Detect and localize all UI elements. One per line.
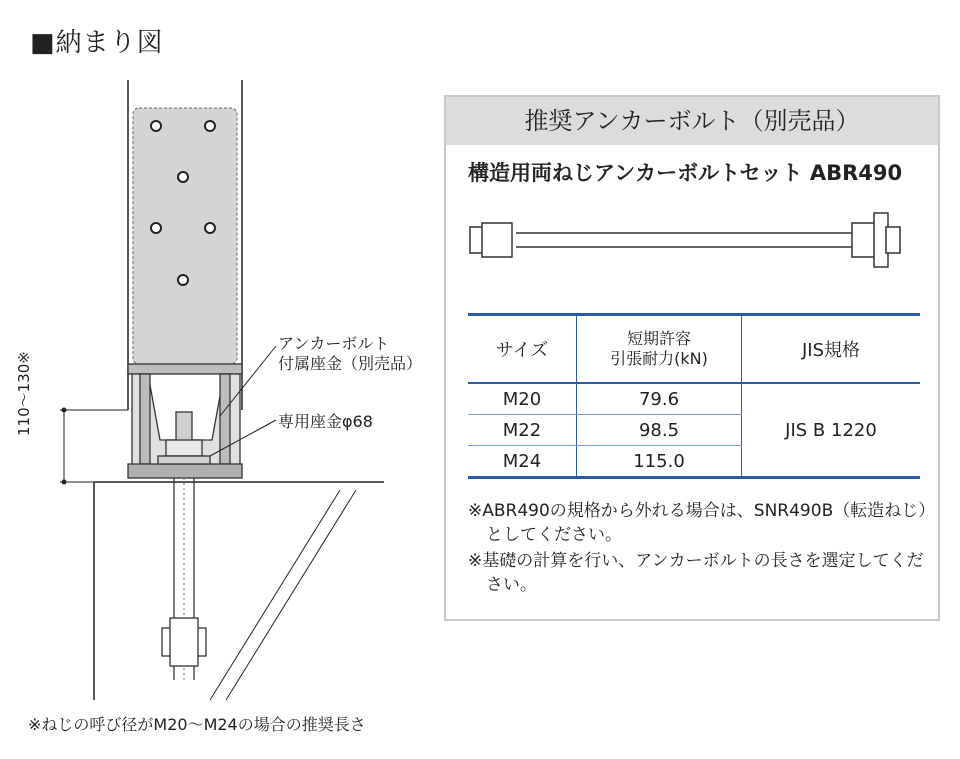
special-washer-label: 専用座金φ68	[278, 412, 373, 431]
cell-capacity: 115.0	[577, 446, 742, 478]
cell-capacity: 79.6	[577, 383, 742, 415]
recommended-bolt-panel	[444, 95, 940, 621]
dimension-label: 110～130※	[15, 351, 33, 436]
spec-table	[468, 313, 920, 479]
bolt-set-name: 構造用両ねじアンカーボルトセット ABR490	[468, 161, 903, 185]
dimension-line	[60, 408, 128, 484]
foundation	[94, 482, 384, 700]
note-item: ※ABR490の規格から外れる場合は、SNR490B（転造ねじ）としてください。	[468, 501, 927, 545]
cell-size: M24	[468, 446, 577, 478]
header-jis: JIS規格	[742, 315, 921, 384]
table-row	[468, 383, 920, 415]
header-size: サイズ	[468, 315, 577, 384]
anchor-washer-label-line2: 付属座金（別売品）	[278, 354, 423, 373]
anchor-washer-label	[278, 334, 422, 374]
header-capacity-line1: 短期許容	[626, 329, 691, 348]
footnote: ※ねじの呼び径がM20～M24の場合の推奨長さ	[28, 715, 366, 734]
bolt-illustration	[446, 197, 942, 287]
header-capacity-line2: 引張耐力(kN)	[610, 349, 708, 368]
cell-size: M20	[468, 383, 577, 415]
header-capacity	[577, 315, 742, 384]
steel-plate	[133, 108, 237, 364]
anchor-bolt	[158, 412, 210, 680]
cell-size: M22	[468, 415, 577, 446]
anchor-washer-label-line1: アンカーボルト	[278, 334, 390, 353]
panel-notes	[468, 499, 928, 599]
note-item: ※基礎の計算を行い、アンカーボルトの長さを選定してください。	[468, 551, 924, 595]
cell-jis: JIS B 1220	[742, 383, 921, 478]
panel-heading: 推奨アンカーボルト（別売品）	[446, 97, 938, 145]
page-title: ■納まり図	[30, 28, 164, 58]
cell-capacity: 98.5	[577, 415, 742, 446]
